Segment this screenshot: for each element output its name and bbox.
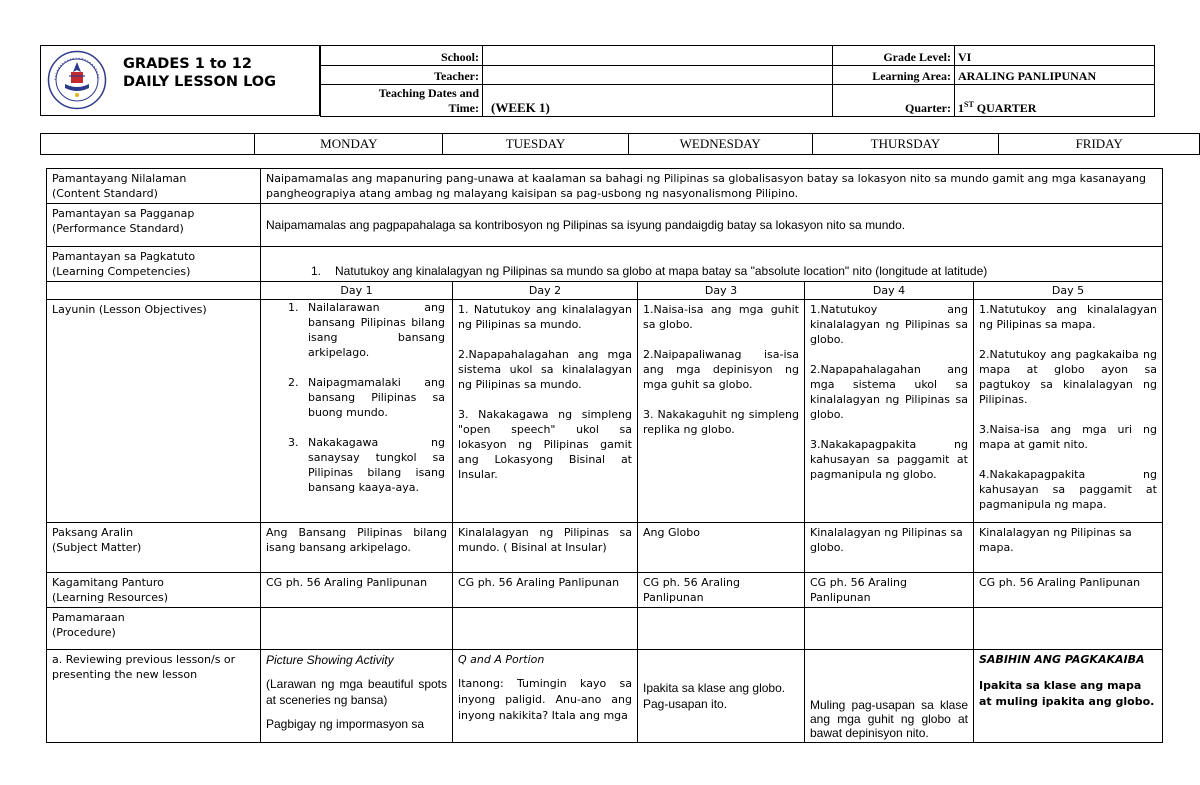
procedure-day3 (638, 608, 805, 650)
title-line-2: DAILY LESSON LOG (123, 74, 277, 90)
performance-standard-label-1: Pamantayan sa Pagganap (52, 207, 195, 220)
weekday-thursday: THURSDAY (812, 134, 999, 155)
subject-matter-day4: Kinalalagyan ng Pilipinas sa globo. (805, 523, 974, 573)
objective-item: 2.Naipapaliwanag isa-isa ang mga depinisyon ng mga guhit sa globo. (643, 348, 799, 391)
resources-day2: CG ph. 56 Araling Panlipunan (453, 573, 638, 608)
area-value[interactable]: ARALING PANLIPUNAN (955, 66, 1155, 85)
objectives-row (47, 300, 1163, 523)
resources-label-2: (Learning Resources) (52, 591, 169, 604)
competencies-text (261, 247, 1163, 282)
review-day3 (638, 650, 805, 743)
objective-item: 1. Nailalarawan ang bansang Pilipinas bilang isang bansang arkipelago. (288, 301, 445, 359)
review-day4-text: Muling pag-usapan sa klase ang mga guhit ng globo at bawat depinisyon nito. (810, 698, 968, 740)
day-label-4: Day 4 (805, 282, 974, 300)
review-day1-p1: (Larawan ng mga beautiful spots at sceneries ng bansa) (266, 677, 447, 707)
competency-item: Natutukoy ang kinalalagyan ng Pilipinas sa mundo sa globo at mapa batay sa "absolute location" nito (longitude at latitude) (335, 264, 988, 278)
school-info-table (320, 45, 833, 117)
objectives-day4 (805, 300, 974, 523)
school-value[interactable] (483, 46, 833, 66)
content-standard-label-1: Pamantayang Nilalaman (52, 172, 187, 185)
grade-value[interactable]: VI (955, 46, 1155, 66)
review-day5-title: SABIHIN ANG PAGKAKAIBA (979, 653, 1145, 666)
review-day4 (805, 650, 974, 743)
review-day2-text: Itanong: Tumingin kayo sa inyong paligid. Anu-ano ang inyong nakikita? Itala ang mga (458, 677, 632, 722)
weekday-header-row (40, 133, 1200, 155)
objective-item: 1.Natutukoy ang kinalalagyan ng Pilipinas sa mapa. (979, 303, 1157, 331)
quarter-value[interactable] (955, 85, 1155, 117)
review-day2-title: Q and A Portion (458, 653, 545, 666)
review-day5-text: Ipakita sa klase ang mapa at muling ipakita ang globo. (979, 679, 1155, 708)
review-day1-p2: Pagbigay ng impormasyon sa (266, 717, 425, 731)
review-label-1: a. Reviewing previous lesson/s or (52, 653, 236, 666)
review-label (47, 650, 261, 743)
procedure-label (47, 608, 261, 650)
objectives-day3 (638, 300, 805, 523)
dates-label (321, 85, 483, 117)
procedure-day5 (974, 608, 1163, 650)
subject-matter-day1: Ang Bansang Pilipinas bilang isang bansang arkipelago. (261, 523, 453, 573)
resources-day5: CG ph. 56 Araling Panlipunan (974, 573, 1163, 608)
day-label-3: Day 3 (638, 282, 805, 300)
performance-standard-label-2: (Performance Standard) (52, 222, 184, 235)
title-block (40, 45, 320, 116)
objective-item: 2.Natutukoy ang pagkakaiba ng mapa at globo ayon sa pagtukoy sa kinalalagyan ng Pilipinas. (979, 348, 1157, 406)
subject-matter-day5: Kinalalagyan ng Pilipinas sa mapa. (974, 523, 1163, 573)
procedure-day4 (805, 608, 974, 650)
procedure-day1 (261, 608, 453, 650)
review-day2 (453, 650, 638, 743)
area-label: Learning Area: (833, 66, 955, 85)
resources-row (47, 573, 1163, 608)
review-day3-text: Ipakita sa klase ang globo. Pag-usapan ito. (643, 681, 786, 711)
day-labels-row (47, 282, 1163, 300)
competencies-label-2: (Learning Competencies) (52, 265, 191, 278)
weekday-monday: MONDAY (255, 134, 443, 155)
objective-item: 1.Natutukoy ang kinalalagyan ng Pilipinas sa globo. (810, 303, 968, 346)
objective-item: 1.Naisa-isa ang mga guhit sa globo. (643, 303, 799, 331)
objective-item: 3. Nakakaguhit ng simpleng replika ng globo. (643, 408, 799, 436)
procedure-row (47, 608, 1163, 650)
grade-info-table (832, 45, 1155, 117)
quarter-text: QUARTER (973, 101, 1037, 115)
review-row (47, 650, 1163, 743)
teacher-label: Teacher: (321, 66, 483, 85)
objective-item: 3. Nakakagawa ng simpleng "open speech" ukol sa lokasyon ng Pilipinas gamit ang Lokasyong Bisinal at Insular. (458, 408, 632, 481)
title-line-1: GRADES 1 to 12 (123, 56, 252, 72)
quarter-num: 1 (958, 101, 964, 115)
weekday-friday: FRIDAY (999, 134, 1200, 155)
objectives-day5 (974, 300, 1163, 523)
content-standard-row (47, 169, 1163, 204)
resources-day3: CG ph. 56 Araling Panlipunan (638, 573, 805, 608)
resources-label (47, 573, 261, 608)
resources-label-1: Kagamitang Panturo (52, 576, 164, 589)
subject-matter-label-1: Paksang Aralin (52, 526, 134, 539)
lesson-log-table (46, 168, 1163, 743)
competency-num: 1. (311, 264, 322, 278)
objective-item: 2.Napapahalagahan ang mga sistema ukol sa kinalalagyan ng Pilipinas sa globo. (810, 363, 968, 421)
weekday-wednesday: WEDNESDAY (628, 134, 812, 155)
content-standard-label-2: (Content Standard) (52, 187, 158, 200)
quarter-sup: ST (964, 100, 974, 109)
subject-matter-day2: Kinalalagyan ng Pilipinas sa mundo. ( Bisinal at Insular) (453, 523, 638, 573)
grade-label: Grade Level: (833, 46, 955, 66)
day-label-1: Day 1 (261, 282, 453, 300)
objective-item: 4.Nakakapagpakita ng kahusayan sa paggamit at pagmanipula ng mapa. (979, 468, 1157, 511)
content-standard-text: Naipamamalas ang mapanuring pang-unawa at kaalaman sa bahagi ng Pilipinas sa globalisasyon batay sa lokasyon nito sa mundo gamit ang mga kasanayang pangheograpiya atang ambag ng malayang kaisipan sa pag-usbong ng nasyonalismong Pilipino. (261, 169, 1163, 204)
objectives-day1-list (266, 300, 447, 495)
objectives-label: Layunin (Lesson Objectives) (47, 300, 261, 523)
competencies-row (47, 247, 1163, 282)
competencies-label (47, 247, 261, 282)
review-day5 (974, 650, 1163, 743)
subject-matter-label (47, 523, 261, 573)
deped-seal-icon (47, 50, 107, 110)
review-label-2: presenting the new lesson (52, 668, 198, 681)
performance-standard-row (47, 204, 1163, 247)
subject-matter-row (47, 523, 1163, 573)
quarter-label: Quarter: (833, 85, 955, 117)
review-day1-title: Picture Showing Activity (266, 653, 394, 667)
performance-standard-text: Naipamamalas ang pagpapahalaga sa kontribosyon ng Pilipinas sa isyung pandaigdig batay sa lokasyon nito sa mundo. (261, 204, 1163, 247)
content-standard-label (47, 169, 261, 204)
resources-day1: CG ph. 56 Araling Panlipunan (261, 573, 453, 608)
subject-matter-label-2: (Subject Matter) (52, 541, 142, 554)
subject-matter-day3: Ang Globo (638, 523, 805, 573)
day-label-2: Day 2 (453, 282, 638, 300)
objective-item: 3.Naisa-isa ang mga uri ng mapa at gamit nito. (979, 423, 1157, 451)
objectives-day1 (261, 300, 453, 523)
procedure-label-1: Pamamaraan (52, 611, 125, 624)
objectives-day2 (453, 300, 638, 523)
day-labels-blank (47, 282, 261, 300)
competencies-label-1: Pamantayan sa Pagkatuto (52, 250, 196, 263)
day-label-5: Day 5 (974, 282, 1163, 300)
weekday-blank (41, 134, 255, 155)
teacher-value[interactable] (483, 66, 833, 85)
objective-item: 3. Nakakagawa ng sanaysay tungkol sa Pilipinas bilang isang bansang kaaya-aya. (288, 436, 445, 494)
performance-standard-label (47, 204, 261, 247)
resources-day4: CG ph. 56 Araling Panlipunan (805, 573, 974, 608)
dates-value[interactable]: (WEEK 1) (483, 85, 833, 117)
procedure-label-2: (Procedure) (52, 626, 116, 639)
dates-label-line2: Time: (448, 101, 479, 115)
dates-label-line1: Teaching Dates and (378, 86, 479, 100)
weekday-tuesday: TUESDAY (443, 134, 629, 155)
objective-item: 2. Naipagmamalaki ang bansang Pilipinas sa buong mundo. (288, 376, 445, 419)
objective-item: 3.Nakakapagpakita ng kahusayan sa paggamit at pagmanipula ng globo. (810, 438, 968, 481)
review-day1 (261, 650, 453, 743)
objective-item: 1. Natutukoy ang kinalalagyan ng Pilipinas sa mundo. (458, 303, 632, 331)
procedure-day2 (453, 608, 638, 650)
objective-item: 2.Napapahalagahan ang mga sistema ukol sa kinalalagyan ng Pilipinas sa mundo. (458, 348, 632, 391)
school-label: School: (321, 46, 483, 66)
